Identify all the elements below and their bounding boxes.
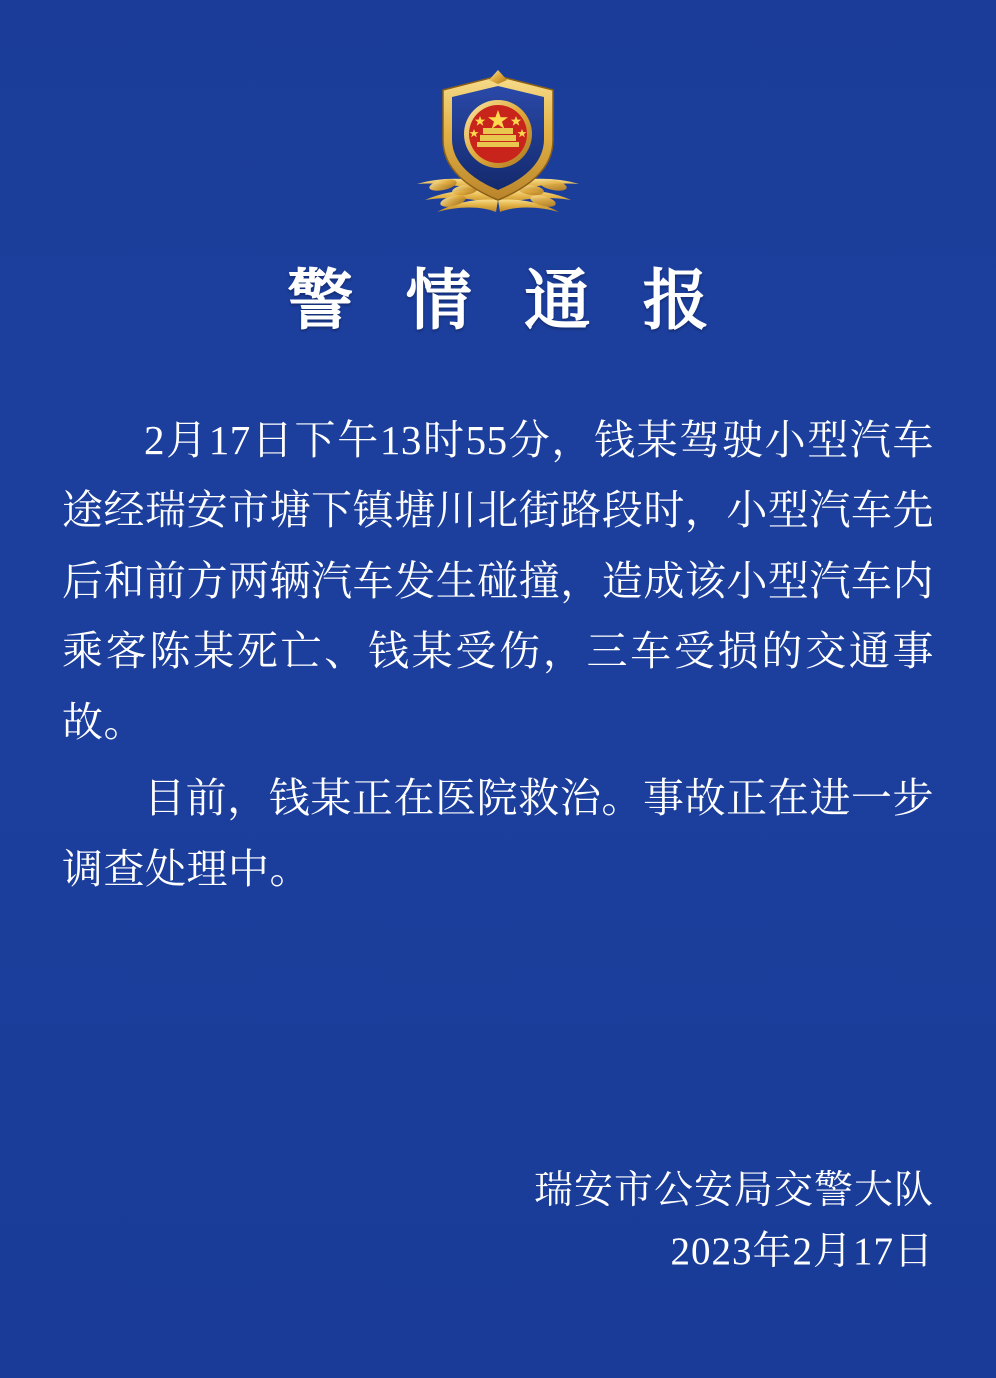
- document-body: [52, 405, 944, 905]
- china-police-badge-icon: [403, 66, 593, 232]
- signature-block: [534, 1161, 934, 1282]
- paragraph-incident: 2月17日下午13时55分，钱某驾驶小型汽车途经瑞安市塘下镇塘川北街路段时，小型汽车先后和前方两辆汽车发生碰撞，造成该小型汽车内乘客陈某死亡、钱某受伤，三车受损的交通事故。: [62, 416, 934, 745]
- signature-organization: 瑞安市公安局交警大队: [533, 1169, 934, 1213]
- document-title: 警 情 通 报: [287, 265, 727, 338]
- paragraph-status: 目前，钱某正在医院救治。事故正在进一步调查处理中。: [62, 775, 934, 892]
- emblem-container: [52, 0, 944, 232]
- signature-date: 2023年2月17日: [670, 1229, 934, 1273]
